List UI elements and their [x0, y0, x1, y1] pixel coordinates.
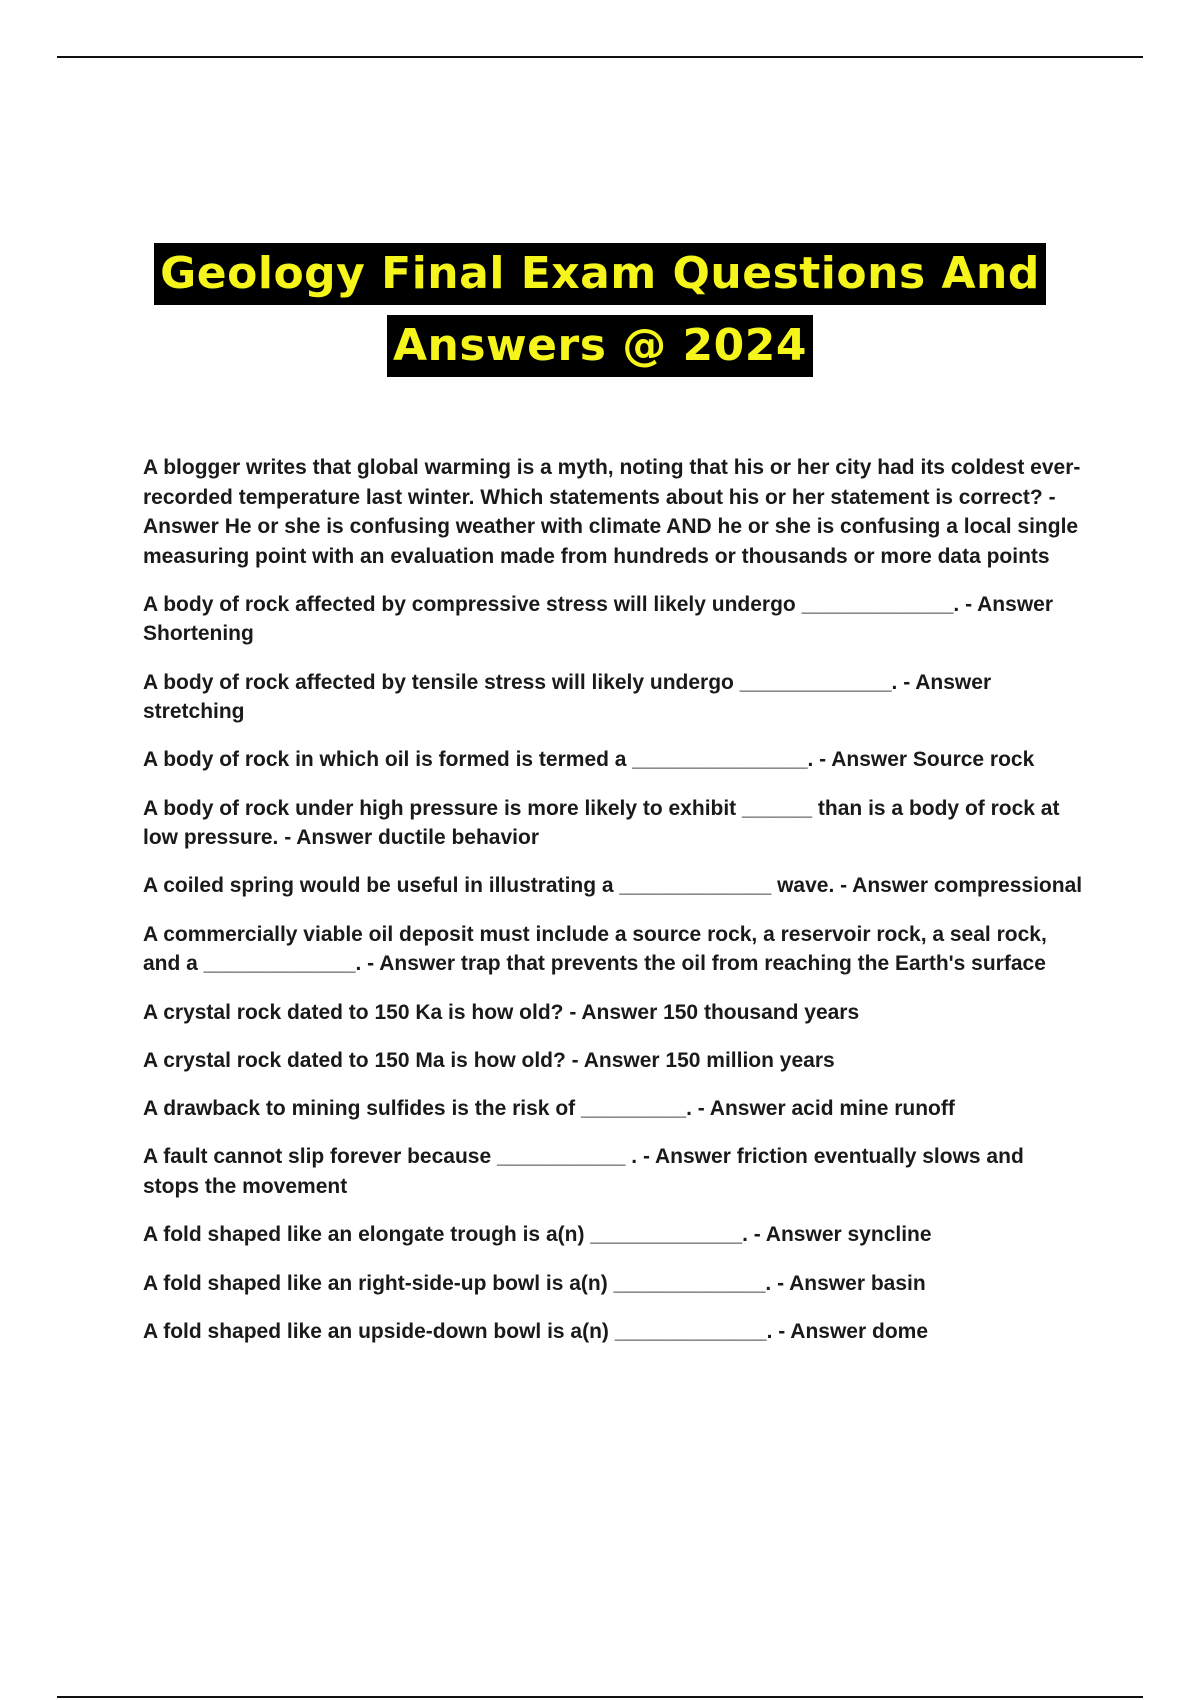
qa-item: A body of rock affected by compressive stress will likely undergo _____________. - Answer Shortening — [143, 592, 1054, 646]
qa-item: A coiled spring would be useful in illustrating a _____________ wave. - Answer compressional — [143, 874, 1083, 898]
qa-item: A fold shaped like an elongate trough is a(n) _____________. - Answer syncline — [143, 1223, 932, 1247]
title-line-2: Answers @ 2024 — [387, 315, 813, 377]
title-line-1: Geology Final Exam Questions And — [154, 243, 1046, 305]
qa-item: A body of rock affected by tensile stress will likely undergo _____________. - Answer stretching — [143, 670, 992, 724]
qa-item: A fold shaped like an right-side-up bowl is a(n) _____________. - Answer basin — [143, 1271, 926, 1295]
qa-item: A fold shaped like an upside-down bowl is a(n) _____________. - Answer dome — [143, 1319, 928, 1343]
qa-list — [143, 453, 1083, 1365]
document-title — [0, 243, 1200, 377]
bottom-divider — [57, 1696, 1143, 1698]
qa-item: A fault cannot slip forever because ___________ . - Answer friction eventually slows and stops the movement — [143, 1145, 1024, 1198]
qa-item: A crystal rock dated to 150 Ma is how old? - Answer 150 million years — [143, 1048, 835, 1072]
qa-item: A blogger writes that global warming is a myth, noting that his or her city had its coldest ever-recorded temperature last winter. Which statements about his or her statement is correct? - Answer He or she is confusing weather with climate AND he or she is confusing a local single measuring point with an evaluation made from hundreds or thousands or more data points — [143, 456, 1081, 568]
qa-item: A commercially viable oil deposit must include a source rock, a reservoir rock, a seal rock, and a _____________. - Answer trap that prevents the oil from reaching the Earth's surface — [143, 922, 1047, 976]
qa-item: A body of rock under high pressure is more likely to exhibit ______ than is a body of rock at low pressure. - Answer ductile behavior — [143, 796, 1060, 850]
qa-item: A drawback to mining sulfides is the risk of _________. - Answer acid mine runoff — [143, 1097, 955, 1121]
top-divider — [57, 56, 1143, 58]
qa-item: A crystal rock dated to 150 Ka is how old? - Answer 150 thousand years — [143, 1000, 860, 1024]
qa-item: A body of rock in which oil is formed is termed a _______________. - Answer Source rock — [143, 748, 1035, 772]
